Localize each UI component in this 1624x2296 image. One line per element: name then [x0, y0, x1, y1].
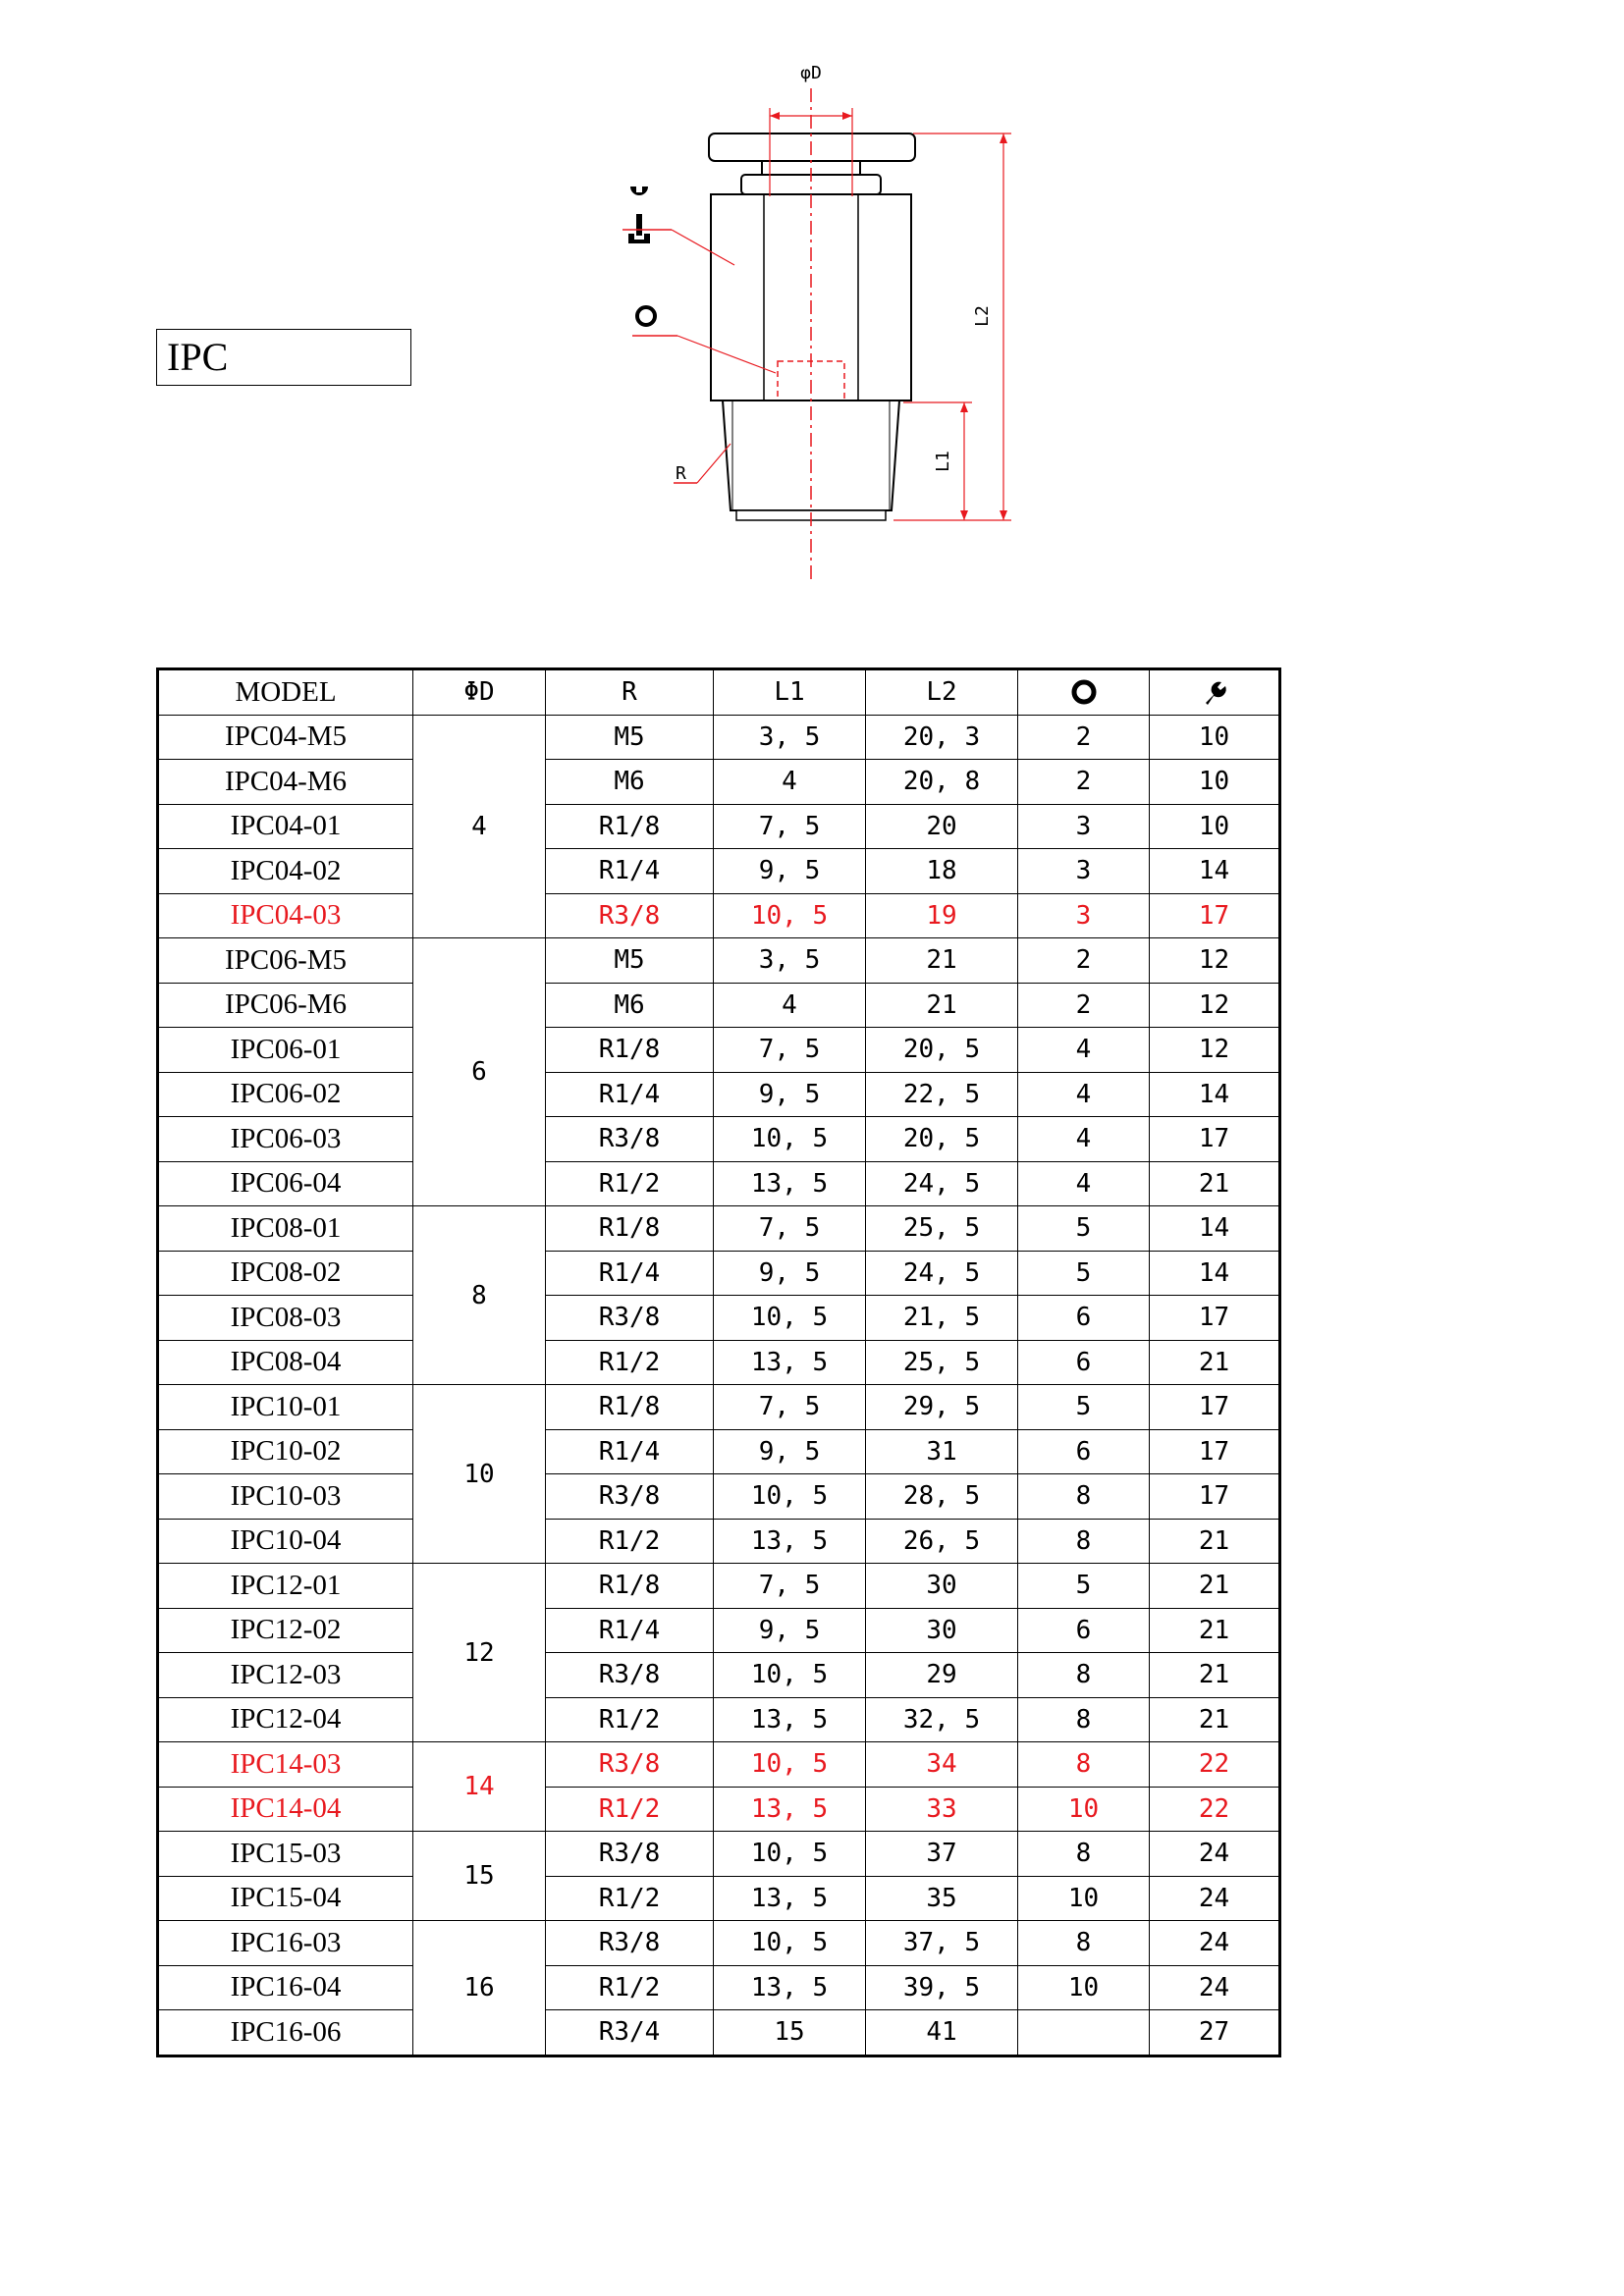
table-row	[158, 1385, 1280, 1430]
hex-size-cell: 8	[1018, 1474, 1150, 1520]
hex-size-cell: 5	[1018, 1251, 1150, 1296]
l2-cell: 34	[866, 1742, 1018, 1788]
table-row	[158, 893, 1280, 938]
wrench-size-cell: 12	[1150, 983, 1280, 1028]
table-row	[158, 1519, 1280, 1564]
wrench-size-cell: 10	[1150, 760, 1280, 805]
model-cell: IPC16-06	[158, 2010, 413, 2056]
header-l1: L1	[714, 669, 866, 716]
model-cell: IPC08-01	[158, 1206, 413, 1252]
wrench-size-cell: 14	[1150, 1251, 1280, 1296]
wrench-size-cell: 22	[1150, 1787, 1280, 1832]
header-wrench	[1150, 669, 1280, 716]
l1-cell: 10, 5	[714, 1296, 866, 1341]
r-thread-cell: R1/2	[546, 1697, 714, 1742]
hex-size-cell: 3	[1018, 849, 1150, 894]
r-thread-cell: R1/2	[546, 1876, 714, 1921]
hex-size-cell: 8	[1018, 1653, 1150, 1698]
hex-size-cell: 3	[1018, 893, 1150, 938]
r-thread-cell: M6	[546, 760, 714, 805]
r-thread-cell: M5	[546, 938, 714, 984]
r-thread-cell: R3/8	[546, 1296, 714, 1341]
wrench-size-cell: 24	[1150, 1921, 1280, 1966]
l1-dimension-label: L1	[933, 451, 953, 472]
l1-cell: 9, 5	[714, 849, 866, 894]
wrench-size-cell: 17	[1150, 1296, 1280, 1341]
hex-size-cell: 4	[1018, 1161, 1150, 1206]
table-row	[158, 1072, 1280, 1117]
r-thread-cell: M5	[546, 715, 714, 760]
hex-size-cell: 4	[1018, 1028, 1150, 1073]
wrench-size-cell: 12	[1150, 1028, 1280, 1073]
hex-size-cell: 8	[1018, 1832, 1150, 1877]
phid-cell: 4	[413, 715, 546, 938]
r-thread-cell: R3/8	[546, 1832, 714, 1877]
product-title-box	[156, 329, 411, 386]
table-row	[158, 1921, 1280, 1966]
model-cell: IPC10-01	[158, 1385, 413, 1430]
hex-size-cell: 10	[1018, 1965, 1150, 2010]
model-cell: IPC08-02	[158, 1251, 413, 1296]
l2-cell: 37, 5	[866, 1921, 1018, 1966]
l1-cell: 10, 5	[714, 1921, 866, 1966]
l2-cell: 22, 5	[866, 1072, 1018, 1117]
l1-cell: 4	[714, 983, 866, 1028]
r-thread-cell: M6	[546, 983, 714, 1028]
model-cell: IPC06-M5	[158, 938, 413, 984]
l1-cell: 9, 5	[714, 1608, 866, 1653]
model-cell: IPC16-04	[158, 1965, 413, 2010]
hex-size-cell: 4	[1018, 1072, 1150, 1117]
hex-size-cell: 2	[1018, 983, 1150, 1028]
fitting-technical-drawing	[589, 49, 1041, 599]
model-cell: IPC15-03	[158, 1832, 413, 1877]
model-cell: IPC06-02	[158, 1072, 413, 1117]
hex-size-cell: 3	[1018, 804, 1150, 849]
phid-cell: 16	[413, 1921, 546, 2056]
table-row	[158, 1028, 1280, 1073]
hex-size-cell: 8	[1018, 1519, 1150, 1564]
hex-size-cell: 10	[1018, 1787, 1150, 1832]
model-cell: IPC10-03	[158, 1474, 413, 1520]
l1-cell: 10, 5	[714, 1474, 866, 1520]
l1-cell: 3, 5	[714, 938, 866, 984]
l2-cell: 37	[866, 1832, 1018, 1877]
l2-cell: 35	[866, 1876, 1018, 1921]
r-thread-cell: R1/2	[546, 1519, 714, 1564]
model-cell: IPC10-04	[158, 1519, 413, 1564]
l2-cell: 33	[866, 1787, 1018, 1832]
model-cell: IPC06-01	[158, 1028, 413, 1073]
model-cell: IPC10-02	[158, 1429, 413, 1474]
model-cell: IPC16-03	[158, 1921, 413, 1966]
model-cell: IPC04-02	[158, 849, 413, 894]
phid-cell: 10	[413, 1385, 546, 1564]
model-cell: IPC15-04	[158, 1876, 413, 1921]
l1-cell: 13, 5	[714, 1965, 866, 2010]
l1-cell: 15	[714, 2010, 866, 2056]
r-thread-cell: R1/2	[546, 1161, 714, 1206]
table-row	[158, 849, 1280, 894]
table-row	[158, 1429, 1280, 1474]
l2-cell: 24, 5	[866, 1251, 1018, 1296]
table-row	[158, 1832, 1280, 1877]
table-row	[158, 1117, 1280, 1162]
l1-cell: 10, 5	[714, 1653, 866, 1698]
phid-cell: 15	[413, 1832, 546, 1921]
product-title: IPC	[167, 335, 229, 379]
table-row	[158, 1251, 1280, 1296]
r-thread-cell: R3/4	[546, 2010, 714, 2056]
wrench-size-cell: 27	[1150, 2010, 1280, 2056]
r-thread-cell: R1/8	[546, 1564, 714, 1609]
l2-cell: 29, 5	[866, 1385, 1018, 1430]
l2-cell: 28, 5	[866, 1474, 1018, 1520]
hex-size-cell: 8	[1018, 1742, 1150, 1788]
l1-cell: 13, 5	[714, 1876, 866, 1921]
model-cell: IPC06-04	[158, 1161, 413, 1206]
wrench-size-cell: 21	[1150, 1519, 1280, 1564]
table-row	[158, 1608, 1280, 1653]
model-cell: IPC12-03	[158, 1653, 413, 1698]
r-thread-cell: R1/2	[546, 1340, 714, 1385]
table-row	[158, 1742, 1280, 1788]
table-row	[158, 804, 1280, 849]
table-row	[158, 1206, 1280, 1252]
specification-table	[156, 667, 1281, 2057]
model-cell: IPC12-01	[158, 1564, 413, 1609]
r-thread-cell: R1/4	[546, 1251, 714, 1296]
l2-cell: 32, 5	[866, 1697, 1018, 1742]
wrench-size-cell: 24	[1150, 1876, 1280, 1921]
hex-size-cell: 2	[1018, 938, 1150, 984]
table-row	[158, 760, 1280, 805]
wrench-callout-icon	[623, 187, 672, 243]
hex-size-cell: 6	[1018, 1429, 1150, 1474]
wrench-size-cell: 21	[1150, 1161, 1280, 1206]
l1-cell: 10, 5	[714, 1117, 866, 1162]
l2-cell: 25, 5	[866, 1340, 1018, 1385]
l2-cell: 41	[866, 2010, 1018, 2056]
r-thread-cell: R1/4	[546, 1429, 714, 1474]
wrench-size-cell: 10	[1150, 715, 1280, 760]
r-thread-cell: R1/8	[546, 804, 714, 849]
r-thread-cell: R1/4	[546, 849, 714, 894]
hex-socket-callout-icon	[632, 307, 677, 336]
wrench-icon	[1200, 677, 1229, 707]
table-row	[158, 1340, 1280, 1385]
r-thread-cell: R1/8	[546, 1206, 714, 1252]
hex-size-cell: 8	[1018, 1921, 1150, 1966]
model-cell: IPC08-04	[158, 1340, 413, 1385]
r-thread-cell: R1/4	[546, 1608, 714, 1653]
header-l2: L2	[866, 669, 1018, 716]
l2-cell: 39, 5	[866, 1965, 1018, 2010]
l2-cell: 20	[866, 804, 1018, 849]
hex-socket-icon	[1069, 677, 1099, 707]
r-thread-label: R	[676, 463, 686, 484]
l1-cell: 9, 5	[714, 1251, 866, 1296]
l2-cell: 30	[866, 1608, 1018, 1653]
hex-size-cell: 6	[1018, 1296, 1150, 1341]
l2-cell: 21	[866, 983, 1018, 1028]
table-row	[158, 1876, 1280, 1921]
table-row	[158, 1564, 1280, 1609]
table-row	[158, 1965, 1280, 2010]
l1-cell: 13, 5	[714, 1340, 866, 1385]
l1-cell: 7, 5	[714, 1564, 866, 1609]
wrench-size-cell: 21	[1150, 1653, 1280, 1698]
l1-cell: 9, 5	[714, 1072, 866, 1117]
table-row	[158, 715, 1280, 760]
wrench-size-cell: 22	[1150, 1742, 1280, 1788]
l1-cell: 9, 5	[714, 1429, 866, 1474]
l1-cell: 13, 5	[714, 1787, 866, 1832]
table-row	[158, 2010, 1280, 2056]
r-thread-cell: R3/8	[546, 1117, 714, 1162]
phid-cell: 6	[413, 938, 546, 1206]
r-thread-cell: R1/4	[546, 1072, 714, 1117]
l1-cell: 13, 5	[714, 1519, 866, 1564]
l2-cell: 24, 5	[866, 1161, 1018, 1206]
release-collar	[709, 133, 915, 161]
hex-size-cell	[1018, 2010, 1150, 2056]
l2-cell: 19	[866, 893, 1018, 938]
wrench-size-cell: 21	[1150, 1608, 1280, 1653]
phid-dimension-label: φD	[800, 63, 822, 83]
wrench-size-cell: 14	[1150, 849, 1280, 894]
r-thread-cell: R3/8	[546, 1653, 714, 1698]
table-row	[158, 1787, 1280, 1832]
model-cell: IPC14-04	[158, 1787, 413, 1832]
header-phid: ΦD	[413, 669, 546, 716]
wrench-size-cell: 17	[1150, 893, 1280, 938]
wrench-size-cell: 24	[1150, 1965, 1280, 2010]
table-row	[158, 1296, 1280, 1341]
wrench-size-cell: 17	[1150, 1385, 1280, 1430]
l1-cell: 13, 5	[714, 1161, 866, 1206]
wrench-size-cell: 17	[1150, 1117, 1280, 1162]
l2-cell: 20, 5	[866, 1117, 1018, 1162]
l1-cell: 13, 5	[714, 1697, 866, 1742]
l2-dimension-label: L2	[972, 305, 993, 327]
hex-size-cell: 6	[1018, 1608, 1150, 1653]
r-thread-cell: R1/2	[546, 1787, 714, 1832]
model-cell: IPC04-01	[158, 804, 413, 849]
r-thread-cell: R1/2	[546, 1965, 714, 2010]
l2-cell: 26, 5	[866, 1519, 1018, 1564]
model-cell: IPC04-M6	[158, 760, 413, 805]
l2-cell: 20, 8	[866, 760, 1018, 805]
l2-cell: 31	[866, 1429, 1018, 1474]
wrench-size-cell: 21	[1150, 1564, 1280, 1609]
table-row	[158, 1653, 1280, 1698]
wrench-size-cell: 17	[1150, 1474, 1280, 1520]
model-cell: IPC12-04	[158, 1697, 413, 1742]
l1-cell: 7, 5	[714, 1028, 866, 1073]
l2-cell: 21, 5	[866, 1296, 1018, 1341]
phid-cell: 8	[413, 1206, 546, 1385]
r-thread-cell: R3/8	[546, 1921, 714, 1966]
hex-size-cell: 2	[1018, 760, 1150, 805]
r-thread-cell: R1/8	[546, 1385, 714, 1430]
l2-cell: 20, 3	[866, 715, 1018, 760]
wrench-size-cell: 14	[1150, 1072, 1280, 1117]
l1-cell: 10, 5	[714, 1742, 866, 1788]
hex-size-cell: 4	[1018, 1117, 1150, 1162]
model-cell: IPC06-M6	[158, 983, 413, 1028]
l2-cell: 20, 5	[866, 1028, 1018, 1073]
table-row	[158, 1474, 1280, 1520]
l1-cell: 3, 5	[714, 715, 866, 760]
table-body	[158, 715, 1280, 2056]
wrench-size-cell: 21	[1150, 1340, 1280, 1385]
table-header-row	[158, 669, 1280, 716]
header-model: MODEL	[158, 669, 413, 716]
r-thread-cell: R1/8	[546, 1028, 714, 1073]
hex-size-cell: 2	[1018, 715, 1150, 760]
hex-size-cell: 8	[1018, 1697, 1150, 1742]
phid-cell: 14	[413, 1742, 546, 1832]
wrench-size-cell: 17	[1150, 1429, 1280, 1474]
model-cell: IPC12-02	[158, 1608, 413, 1653]
l2-cell: 29	[866, 1653, 1018, 1698]
model-cell: IPC04-M5	[158, 715, 413, 760]
model-cell: IPC04-03	[158, 893, 413, 938]
table-row	[158, 938, 1280, 984]
hex-size-cell: 5	[1018, 1385, 1150, 1430]
model-cell: IPC06-03	[158, 1117, 413, 1162]
r-thread-cell: R3/8	[546, 893, 714, 938]
wrench-size-cell: 12	[1150, 938, 1280, 984]
table-row	[158, 1161, 1280, 1206]
l1-cell: 10, 5	[714, 1832, 866, 1877]
hex-size-cell: 5	[1018, 1564, 1150, 1609]
wrench-size-cell: 21	[1150, 1697, 1280, 1742]
wrench-size-cell: 24	[1150, 1832, 1280, 1877]
l1-cell: 7, 5	[714, 804, 866, 849]
model-cell: IPC14-03	[158, 1742, 413, 1788]
l1-cell: 4	[714, 760, 866, 805]
l2-cell: 30	[866, 1564, 1018, 1609]
l2-cell: 25, 5	[866, 1206, 1018, 1252]
l2-cell: 18	[866, 849, 1018, 894]
hex-size-cell: 5	[1018, 1206, 1150, 1252]
l1-cell: 7, 5	[714, 1206, 866, 1252]
l1-cell: 10, 5	[714, 893, 866, 938]
wrench-size-cell: 10	[1150, 804, 1280, 849]
table-row	[158, 983, 1280, 1028]
l2-cell: 21	[866, 938, 1018, 984]
model-cell: IPC08-03	[158, 1296, 413, 1341]
hex-size-cell: 10	[1018, 1876, 1150, 1921]
header-r: R	[546, 669, 714, 716]
r-thread-cell: R3/8	[546, 1474, 714, 1520]
hex-size-cell: 6	[1018, 1340, 1150, 1385]
l1-cell: 7, 5	[714, 1385, 866, 1430]
r-thread-cell: R3/8	[546, 1742, 714, 1788]
table-row	[158, 1697, 1280, 1742]
header-hex-socket	[1018, 669, 1150, 716]
wrench-size-cell: 14	[1150, 1206, 1280, 1252]
phid-cell: 12	[413, 1564, 546, 1742]
